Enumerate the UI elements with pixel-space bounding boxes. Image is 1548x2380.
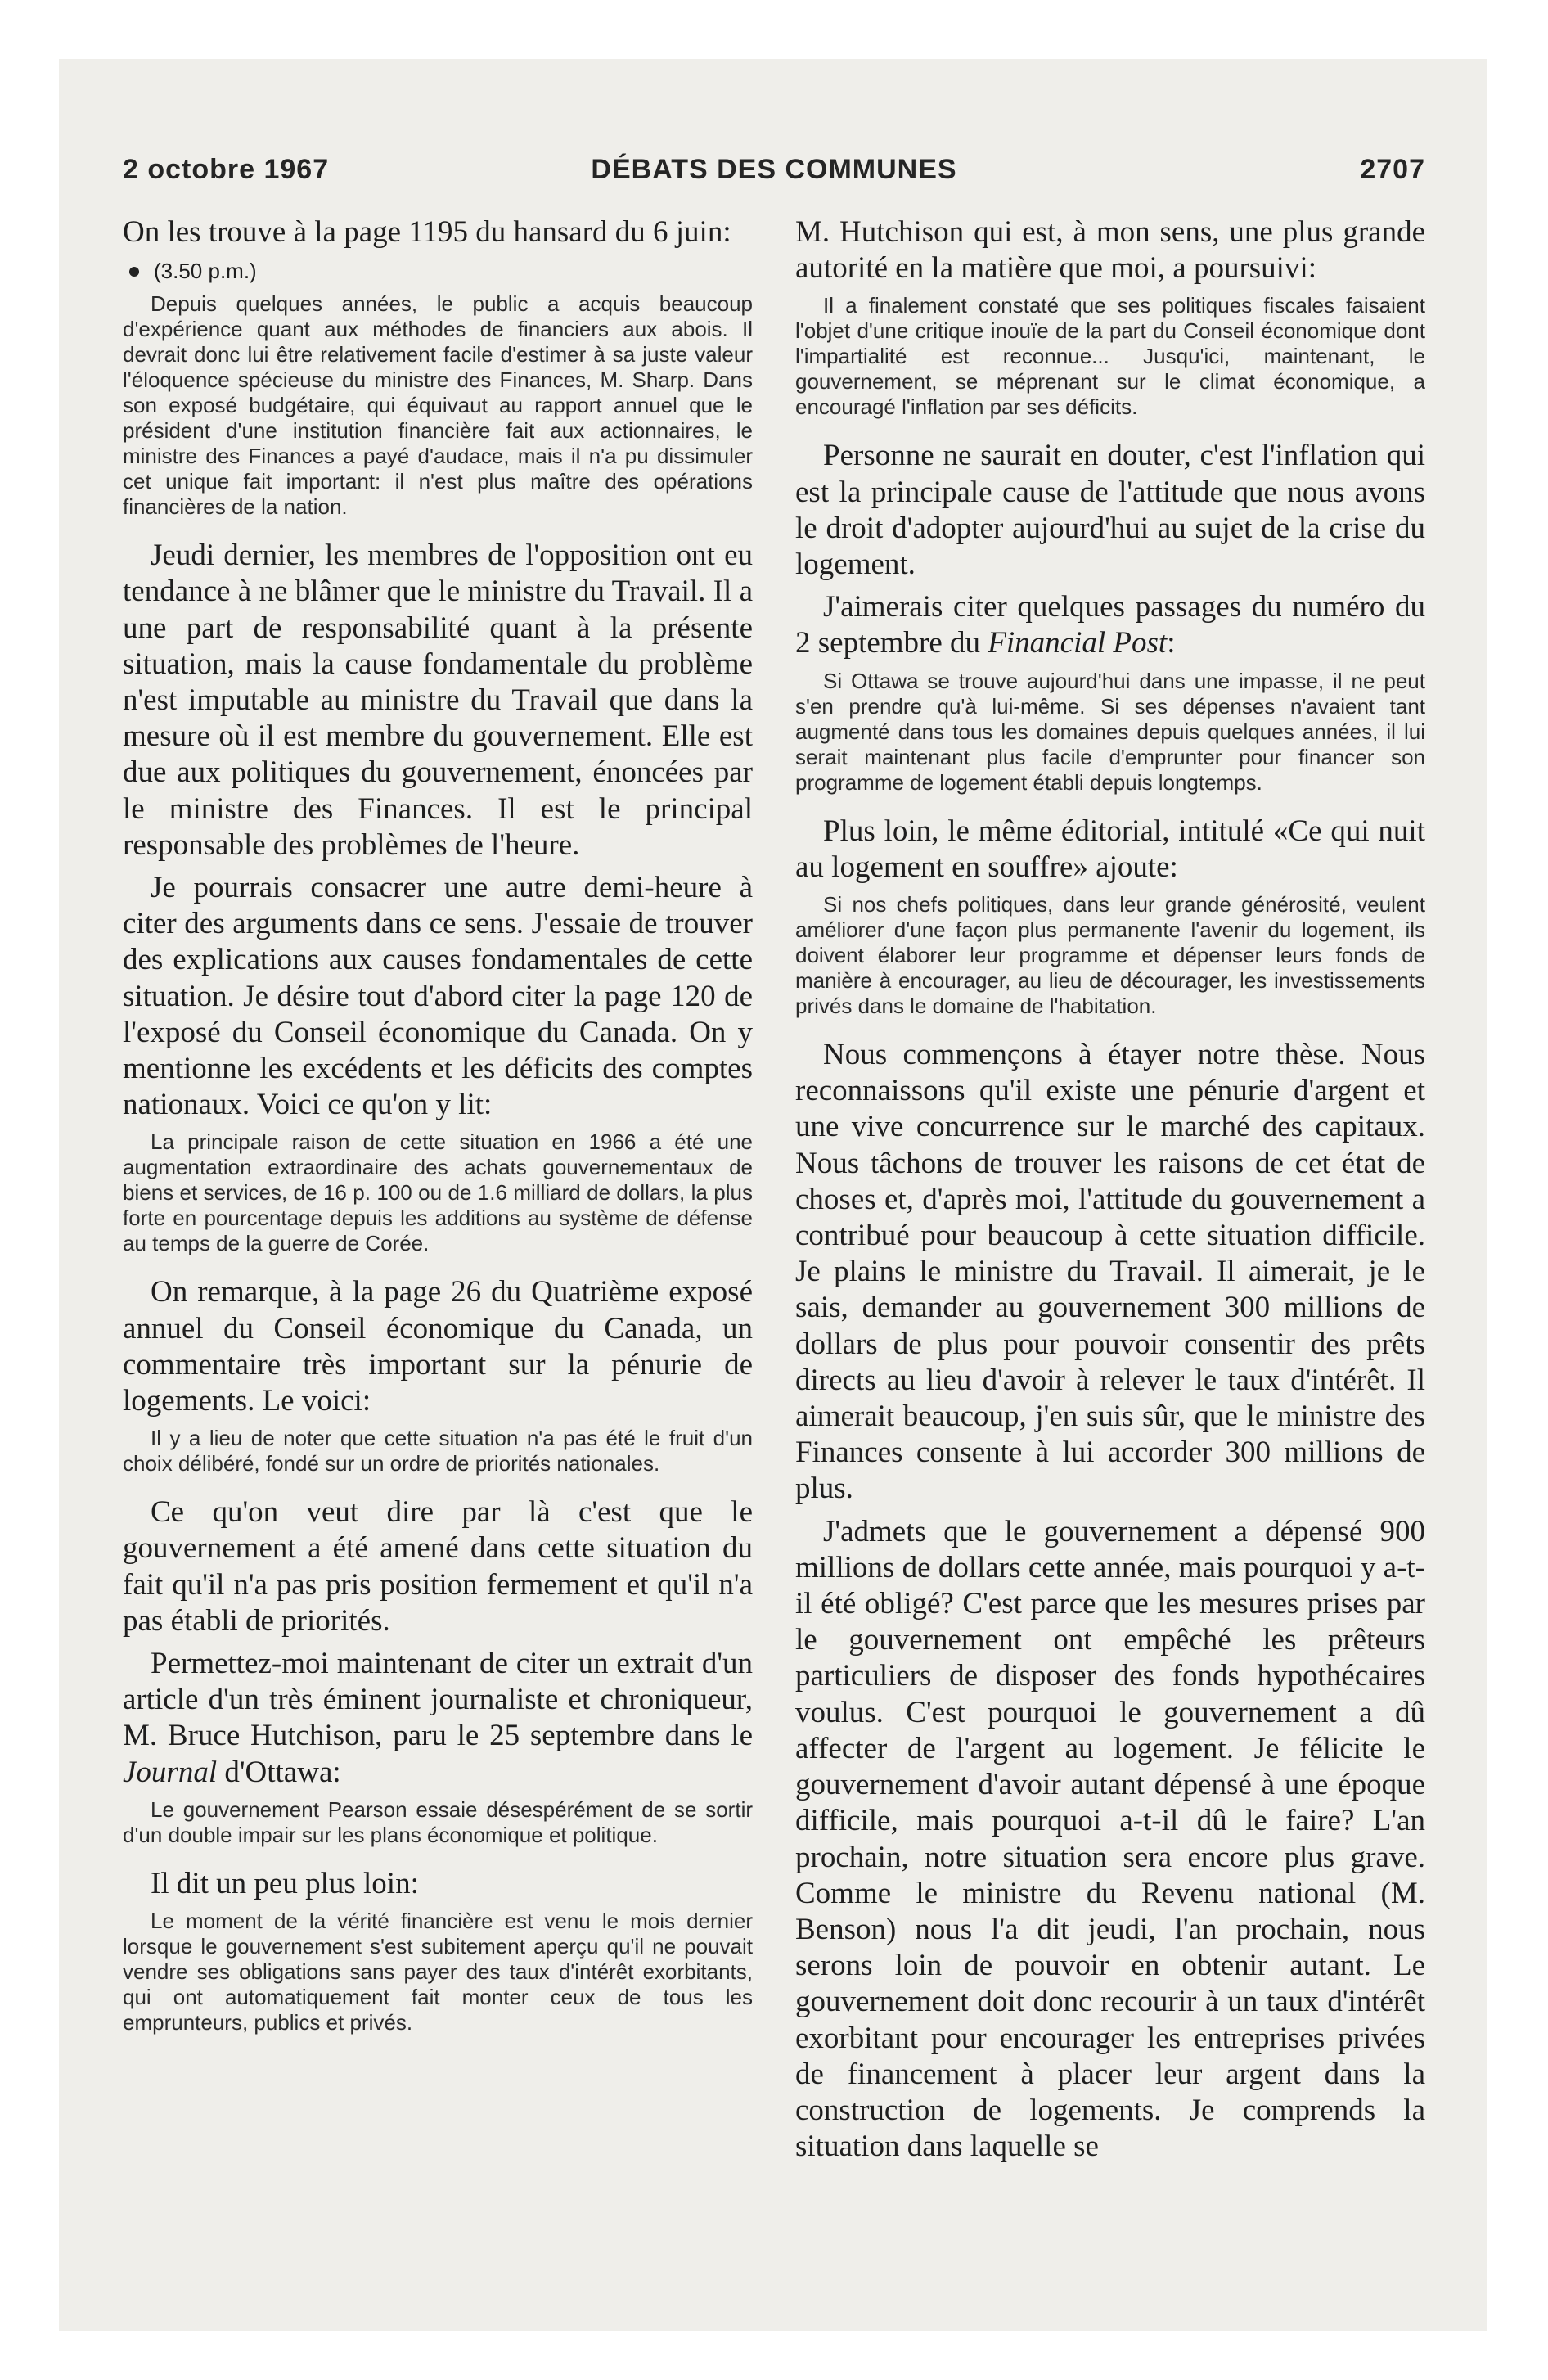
paragraph: On les trouve à la page 1195 du hansard du 6 juin: <box>123 215 731 249</box>
paragraph: Je pourrais consacrer une autre demi-heure à citer des arguments dans ce sens. J'essaie de trouver des explications aux causes fondamentales de cette situation. Je désire tout d'abord citer la page 120 de l'exposé du Conseil économique du Canada. On y mentionne les excédents et les déficits des comptes nationaux. Voici ce qu'on y lit: <box>123 871 753 1122</box>
left-column <box>123 214 753 2053</box>
time-stamp: (3.50 p.m.) <box>123 257 753 285</box>
paragraph: Jeudi dernier, les membres de l'opposition ont eu tendance à ne blâmer que le ministre du Travail. Il a une part de responsabilité quant à la présente situation, mais la cause fondamentale du problème n'est imputable au ministre du Travail que dans la mesure où il est membre du gouvernement. Elle est due aux politiques du gouvernement, énoncées par le ministre des Finances. Il est le principal responsable des problèmes de l'heure. <box>123 539 753 862</box>
quotation: Si Ottawa se trouve aujourd'hui dans une impasse, il ne peut s'en prendre qu'à lui-même. Si ses dépenses n'avaient tant augmenté dans tous les domaines depuis quelques années, il lui serait maintenant plus facile d'emprunter pour financer son programme de logement établi depuis longtemps. <box>795 668 1425 795</box>
paragraph: Permettez-moi maintenant de citer un extrait d'un article d'un très éminent journaliste et chroniqueur, M. Bruce Hutchison, paru le 25 septembre dans le Journal d'Ottawa: <box>123 1647 753 1789</box>
quotation: Il y a lieu de noter que cette situation n'a pas été le fruit d'un choix délibéré, fondé sur un ordre de priorités nationales. <box>123 1426 753 1476</box>
paragraph: Ce qu'on veut dire par là c'est que le gouvernement a été amené dans cette situation du fait qu'il n'a pas pris position fermement et qu'il n'a pas établi de priorités. <box>123 1495 753 1638</box>
newspaper-title: Journal <box>123 1755 218 1789</box>
quotation: Le gouvernement Pearson essaie désespérément de se sortir d'un double impair sur les plans économique et politique. <box>123 1796 753 1847</box>
quotation: Si nos chefs politiques, dans leur grande générosité, veulent améliorer d'une façon plus permanente l'avenir du logement, ils doivent élaborer leur programme et dépenser leurs fonds de manière à encourager, au lieu de décourager, les investissements privés dans le domaine de l'habitation. <box>795 892 1425 1019</box>
right-column <box>795 214 1425 2171</box>
quotation: Depuis quelques années, le public a acquis beaucoup d'expérience quant aux méthodes de financiers aux abois. Il devrait donc lui être relativement facile d'estimer à sa juste valeur l'éloquence spécieuse du ministre des Finances, M. Sharp. Dans son exposé budgétaire, qui équivaut au rapport annuel que le président d'une institution financière fait aux actionnaires, le ministre des Finances a payé d'audace, mais il n'a pu dissimuler cet unique fait important: il n'est plus maître des opérations financières de la nation. <box>123 291 753 520</box>
quotation: Le moment de la vérité financière est venu le mois dernier lorsque le gouvernement s'est subitement aperçu qu'il ne pouvait vendre ses obligations sans payer des taux d'intérêt exorbitants, qui ont automatiquement fait monter ceux de tous les emprunteurs, publics et privés. <box>123 1909 753 2035</box>
bullet-icon <box>129 267 139 277</box>
header-page-number: 2707 <box>1360 154 1425 185</box>
paragraph: J'admets que le gouvernement a dépensé 900 millions de dollars cette année, mais pourquoi y a-t-il été obligé? C'est parce que les mesures prises par le gouvernement ont empêché les prêteurs particuliers de disposer des fonds hypothécaires voulus. C'est pourquoi le gouvernement a dû affecter de l'argent au logement. Je félicite le gouvernement d'avoir autant dépensé à une époque difficile, mais pourquoi a-t-il dû le faire? L'an prochain, notre situation sera encore plus grave. Comme le ministre du Revenu national (M. Benson) nous l'a dit jeudi, l'an prochain, nous serons loin de pouvoir en obtenir autant. Le gouvernement doit donc recourir à un taux d'intérêt exorbitant pour encourager les entreprises privées de financement à placer leur argent dans la construction de logements. Je comprends la situation dans laquelle se <box>795 1514 1425 2164</box>
header-date: 2 octobre 1967 <box>123 154 330 185</box>
paragraph: Nous commençons à étayer notre thèse. Nous reconnaissons qu'il existe une pénurie d'argent et une vive concurrence sur le marché des capitaux. Nous tâchons de trouver les raisons de cet état de choses et, d'après moi, l'attitude du gouvernement a contribué pour beaucoup à cette situation difficile. Je plains le ministre du Travail. Il aimerait, je le sais, demander au gouvernement 300 millions de dollars de plus pour pouvoir consentir des prêts directs au lieu d'avoir à relever le taux d'intérêt. Il aimerait beaucoup, j'en suis sûr, que le ministre des Finances consente à lui accorder 300 millions de plus. <box>795 1038 1425 1506</box>
header-title: DÉBATS DES COMMUNES <box>591 154 957 185</box>
page-header <box>123 154 1425 195</box>
paragraph: On remarque, à la page 26 du Quatrième exposé annuel du Conseil économique du Canada, un commentaire très important sur la pénurie de logements. Le voici: <box>123 1275 753 1418</box>
paragraph: Personne ne saurait en douter, c'est l'inflation qui est la principale cause de l'attitude que nous avons le droit d'adopter aujourd'hui au sujet de la crise du logement. <box>795 439 1425 582</box>
newspaper-title: Financial Post <box>988 626 1168 660</box>
paragraph: Il dit un peu plus loin: <box>151 1866 419 1900</box>
quotation: Il a finalement constaté que ses politiques fiscales faisaient l'objet d'une critique inouïe de la part du Conseil économique dont l'impartialité est reconnue... Jusqu'ici, maintenant, le gouvernement, se méprenant sur le climat économique, a encouragé l'inflation par ses déficits. <box>795 293 1425 420</box>
paragraph: J'aimerais citer quelques passages du numéro du 2 septembre du Financial Post: <box>795 590 1425 660</box>
quotation: La principale raison de cette situation en 1966 a été une augmentation extraordinaire des achats gouvernementaux de biens et services, de 16 p. 100 ou de 1.6 milliard de dollars, la plus forte en pourcentage depuis les additions au système de défense au temps de la guerre de Corée. <box>123 1129 753 1256</box>
paragraph: M. Hutchison qui est, à mon sens, une plus grande autorité en la matière que moi, a poursuivi: <box>795 215 1425 286</box>
paragraph: Plus loin, le même éditorial, intitulé «Ce qui nuit au logement en souffre» ajoute: <box>795 814 1425 884</box>
